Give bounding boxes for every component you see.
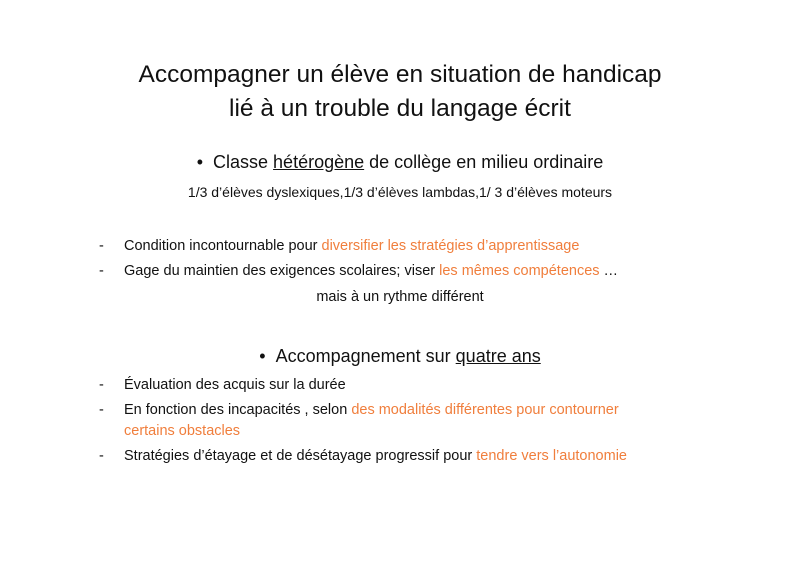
list-item-continuation: mais à un rythme différent xyxy=(316,289,484,305)
list-item-text: Stratégies d’étayage et de désétayage progressif pour xyxy=(124,448,477,464)
list-item xyxy=(0,261,724,282)
list-item-text: Condition incontournable pour xyxy=(124,238,322,254)
title-line-2: lié à un trouble du langage écrit xyxy=(229,95,571,122)
list-item xyxy=(0,236,644,257)
section-2-heading-underlined: quatre ans xyxy=(455,346,541,366)
section-2-heading xyxy=(0,344,800,368)
section-1-heading-rest: de collège en milieu ordinaire xyxy=(364,152,604,172)
section-1-heading-text: Classe xyxy=(213,152,274,172)
list-item xyxy=(0,446,644,467)
dash-icon: - xyxy=(99,448,104,464)
list-item-highlight: les mêmes compétences xyxy=(439,263,600,279)
list-item-text: Gage du maintien des exigences scolaires; viser xyxy=(124,263,440,279)
dash-icon: - xyxy=(99,402,104,418)
title-line-1: Accompagner un élève en situation de handicap xyxy=(138,61,662,88)
section-1-subtitle: 1/3 d’élèves dyslexiques,1/3 d’élèves lambdas,1/ 3 d’élèves moteurs xyxy=(187,184,613,200)
list-item xyxy=(0,375,644,396)
bullet-icon: • xyxy=(259,346,266,366)
dash-icon: - xyxy=(99,377,104,393)
section-1-list xyxy=(0,236,800,282)
section-1-heading-underlined: hétérogène xyxy=(273,152,365,172)
bullet-icon: • xyxy=(196,152,204,172)
slide-title xyxy=(0,58,800,126)
list-item-highlight: tendre vers l’autonomie xyxy=(476,448,627,464)
dash-icon: - xyxy=(99,238,104,254)
list-item-tail: … xyxy=(599,263,619,279)
list-item-text: En fonction des incapacités , selon xyxy=(124,402,352,418)
list-item xyxy=(0,400,644,442)
list-item-text: Évaluation des acquis sur la durée xyxy=(124,377,346,393)
list-item-highlight: diversifier les stratégies d’apprentissage xyxy=(321,238,580,254)
dash-icon: - xyxy=(99,263,104,279)
section-2-heading-text: Accompagnement sur xyxy=(275,346,456,366)
section-2-list xyxy=(0,375,800,467)
section-1-heading xyxy=(0,150,800,174)
list-item-highlight: des modalités différentes pour contourner certains obstacles xyxy=(124,402,619,439)
